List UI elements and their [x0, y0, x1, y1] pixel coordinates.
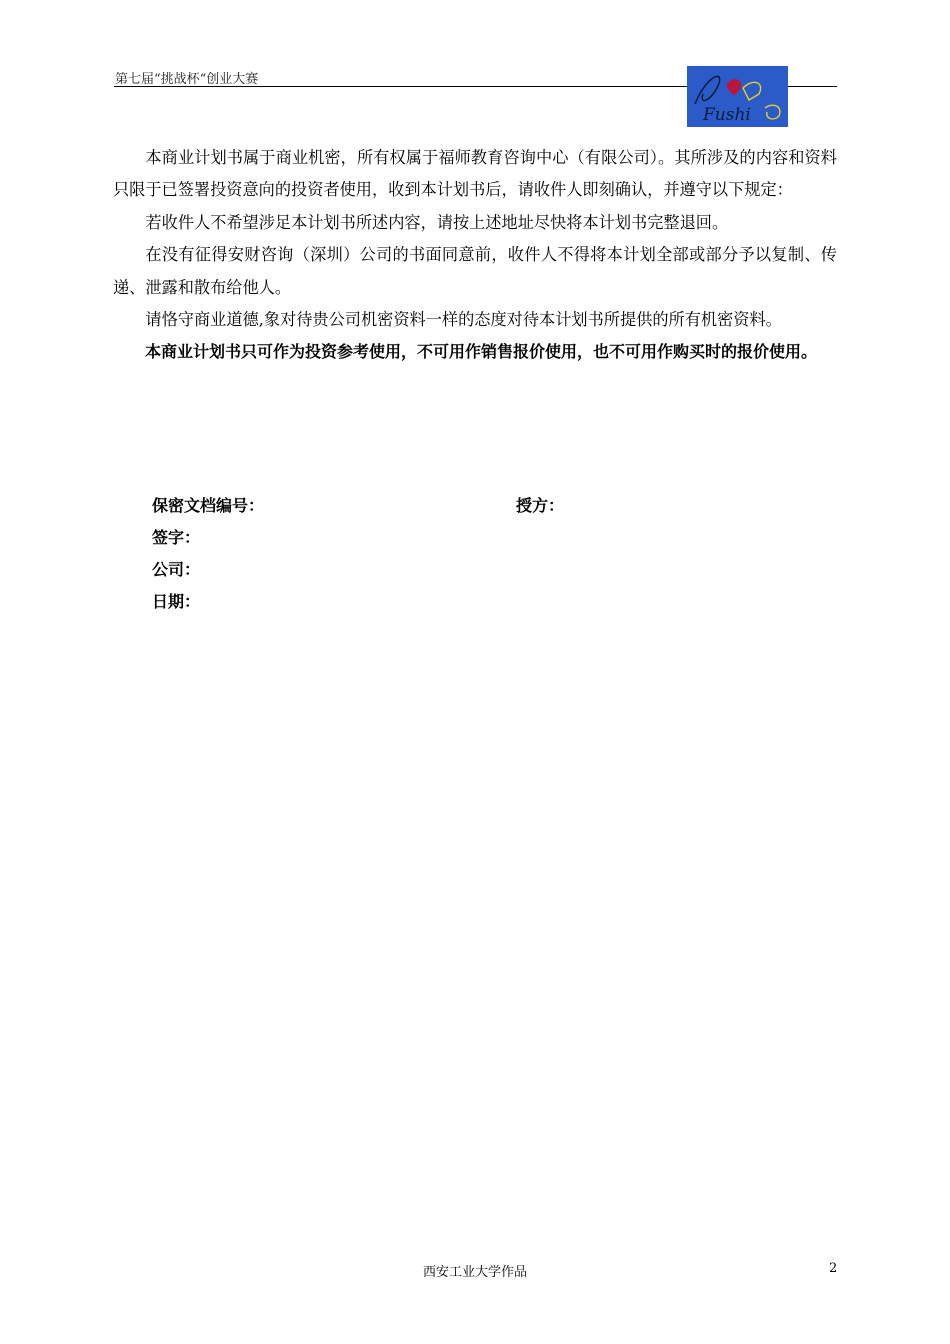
header-title: 第七届“挑战杯“创业大赛 [115, 72, 259, 87]
doc-number-label: 保密文档编号： [152, 496, 265, 515]
company-label: 公司： [152, 560, 201, 579]
paragraph-no-copy: 在没有征得安财咨询（深圳）公司的书面同意前，收件人不得将本计划全部或部分予以复制、传递、泄露和散布给他人。 [113, 245, 837, 297]
date-label: 日期： [152, 592, 201, 611]
signature-label: 签字： [152, 528, 201, 547]
fushi-logo [687, 66, 788, 127]
form-row-signature [152, 522, 792, 554]
bold-notice: 本商业计划书只可作为投资参考使用，不可用作销售报价使用，也不可用作购买时的报价使用。 [145, 342, 818, 362]
form-row-doc-number [152, 490, 792, 522]
paragraph-return: 若收件人不希望涉足本计划书所述内容，请按上述地址尽快将本计划书完整退回。 [145, 212, 729, 232]
paragraph-ethics: 请恪守商业道德,象对待贵公司机密资料一样的态度对待本计划书所提供的所有机密资料。 [145, 310, 782, 330]
form-row-date [152, 586, 792, 618]
logo-text: Fushi [703, 105, 751, 125]
footer-text: 西安工业大学作品 [422, 1265, 527, 1280]
page-number: 2 [829, 1261, 838, 1276]
form-row-company [152, 554, 792, 586]
signature-form [152, 490, 792, 618]
grantee-label: 授方： [516, 496, 565, 515]
confidentiality-statement [113, 142, 837, 369]
paragraph-ownership: 本商业计划书属于商业机密，所有权属于福师教育咨询中心（有限公司）。其所涉及的内容和资料只限于已签署投资意向的投资者使用，收到本计划书后，请收件人即刻确认，并遵守以下规定： [113, 148, 837, 200]
